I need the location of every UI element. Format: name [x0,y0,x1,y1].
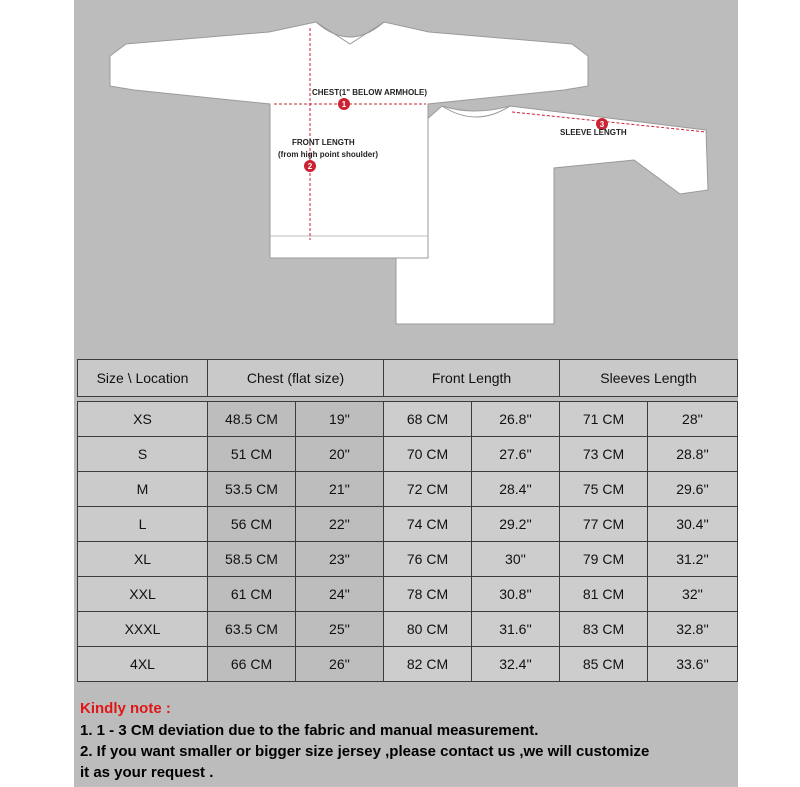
front-inch-cell: 29.2'' [472,507,560,542]
sleeve-inch-cell: 31.2'' [648,542,738,577]
size-cell: XXXL [78,612,208,647]
front-inch-cell: 32.4'' [472,647,560,682]
note-line-1: 1. 1 - 3 CM deviation due to the fabric and manual measurement. [80,722,539,739]
chest-cm-cell: 61 CM [208,577,296,612]
front-inch-cell: 26.8'' [472,402,560,437]
front-inch-cell: 30'' [472,542,560,577]
chest-inch-cell: 22'' [296,507,384,542]
notes-title: Kindly note : [80,700,171,717]
chest-cm-cell: 53.5 CM [208,472,296,507]
front-inch-cell: 30.8'' [472,577,560,612]
sleeve-marker: 3 [599,120,605,129]
sleeve-inch-cell: 32'' [648,577,738,612]
front-cm-cell: 68 CM [384,402,472,437]
table-row [78,577,738,612]
chest-inch-cell: 21'' [296,472,384,507]
front-cm-cell: 76 CM [384,542,472,577]
size-cell: XL [78,542,208,577]
chest-marker: 1 [341,100,347,109]
sleeve-inch-cell: 30.4'' [648,507,738,542]
chest-inch-cell: 26'' [296,647,384,682]
front-cm-cell: 70 CM [384,437,472,472]
header-chest: Chest (flat size) [208,360,384,397]
note-line-2: 2. If you want smaller or bigger size jersey ,please contact us ,we will customize [80,743,650,760]
chest-inch-cell: 25'' [296,612,384,647]
size-table [77,359,738,682]
chest-inch-cell: 19'' [296,402,384,437]
front-inch-cell: 31.6'' [472,612,560,647]
sleeve-cm-cell: 85 CM [560,647,648,682]
table-row [78,507,738,542]
table-row [78,542,738,577]
front-inch-cell: 28.4'' [472,472,560,507]
sleeve-cm-cell: 79 CM [560,542,648,577]
chest-inch-cell: 23'' [296,542,384,577]
chest-cm-cell: 66 CM [208,647,296,682]
front-inch-cell: 27.6'' [472,437,560,472]
chest-cm-cell: 58.5 CM [208,542,296,577]
size-cell: 4XL [78,647,208,682]
sleeve-inch-cell: 28.8'' [648,437,738,472]
table-header-row [78,360,738,397]
front-cm-cell: 72 CM [384,472,472,507]
front-cm-cell: 78 CM [384,577,472,612]
sleeve-cm-cell: 75 CM [560,472,648,507]
chest-cm-cell: 51 CM [208,437,296,472]
table-row [78,402,738,437]
table-row [78,647,738,682]
size-cell: L [78,507,208,542]
front-cm-cell: 74 CM [384,507,472,542]
table-row [78,472,738,507]
sleeve-inch-cell: 28'' [648,402,738,437]
sleeve-cm-cell: 71 CM [560,402,648,437]
size-cell: XXL [78,577,208,612]
front-cm-cell: 82 CM [384,647,472,682]
sleeve-cm-cell: 73 CM [560,437,648,472]
sleeve-length-label: SLEEVE LENGTH [560,128,627,137]
size-cell: XS [78,402,208,437]
front-cm-cell: 80 CM [384,612,472,647]
chest-inch-cell: 24'' [296,577,384,612]
chest-cm-cell: 48.5 CM [208,402,296,437]
note-line-3: it as your request . [80,764,214,781]
table-row [78,437,738,472]
chest-cm-cell: 63.5 CM [208,612,296,647]
jersey-diagram [74,0,738,352]
table-row [78,612,738,647]
sleeve-inch-cell: 32.8'' [648,612,738,647]
header-sleeves-length: Sleeves Length [560,360,738,397]
chest-label: CHEST(1" BELOW ARMHOLE) [312,88,428,97]
sleeve-inch-cell: 29.6'' [648,472,738,507]
front-length-label: FRONT LENGTH [292,138,355,147]
jersey-illustration [74,0,738,352]
header-size: Size \ Location [78,360,208,397]
chest-inch-cell: 20'' [296,437,384,472]
front-length-sublabel: (from high point shoulder) [278,150,378,159]
notes-section [80,700,740,783]
header-front-length: Front Length [384,360,560,397]
size-cell: S [78,437,208,472]
size-cell: M [78,472,208,507]
sleeve-cm-cell: 77 CM [560,507,648,542]
front-marker: 2 [307,162,313,171]
chest-cm-cell: 56 CM [208,507,296,542]
sleeve-inch-cell: 33.6'' [648,647,738,682]
sleeve-cm-cell: 83 CM [560,612,648,647]
sleeve-cm-cell: 81 CM [560,577,648,612]
